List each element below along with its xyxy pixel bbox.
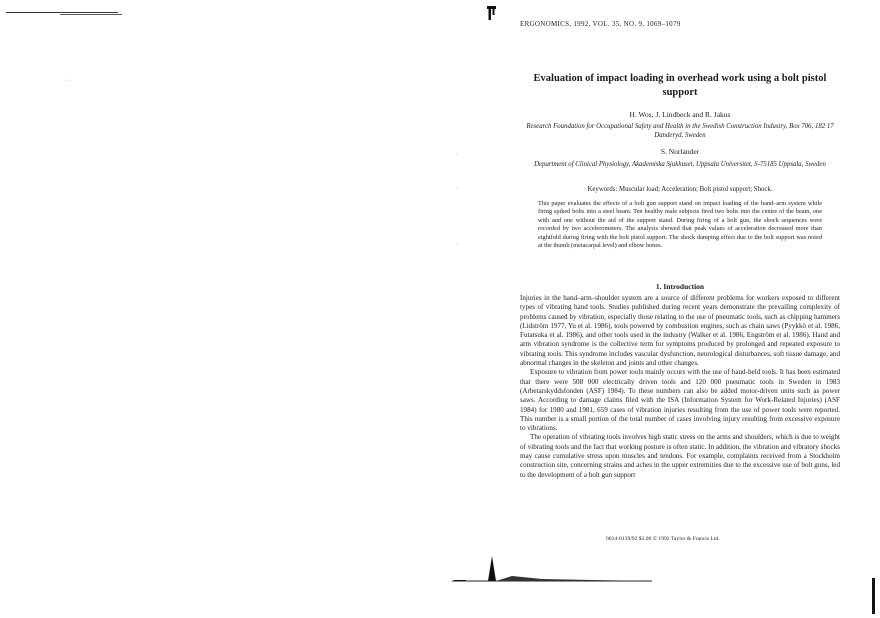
scan-artifact-line [454, 580, 466, 581]
scan-artifact-spike [452, 548, 652, 588]
paper-title: Evaluation of impact loading in overhead work using a bolt pistol support [533, 73, 827, 98]
paragraph: Exposure to vibration from power tools mainly occurs with the use of hand-held tools. It has been estimated that there were 508 000 electrically driven tools and 120 000 pneumatic tools in Sweden in 1983 (Arbetarskyddsfonden (ASF) 1984). To these numbers can also be added motor-driven units such as power saws. According to damage claims filed with the ISA (Information System for Work-Related Injuries) (ASF 1984) for 1980 and 1981, 659 cases of vibration injuries resulting from the use of power tools were reported. This number is a small portion of the total number of cases involving injury resulting from excessive exposure to vibrations. [520, 368, 840, 433]
keywords: Keywords: Muscular load; Acceleration; Bolt pistol support; Shock. [587, 186, 773, 193]
body-text [520, 294, 840, 480]
paragraph: Injuries in the hand–arm–shoulder system are a source of different problems for workers exposed to different types of vibrating hand tools. Studies published during recent years demonstrate the prevailing complexity of problems caused by vibration, especially those relating to the use of pneumatic tools, such as chipping hammers (Lidström 1977, Yu et al. 1986), tools powered by combustion engines, such as chain saws (Pyykkö et al. 1986, Futatsuka et al. 1986), and other tools used in the industry (Walker et al. 1986, Engström et al. 1986). Hand and arm vibration syndrome is the collective term for symptoms produced by prolonged and repeated exposure to vibrating tools. This syndrome includes vascular dysfunction, neurological disturbances, soft tissue damage, and abnormal changes in the skeleton and joints and other changes. [520, 294, 840, 368]
registration-mark-icon [487, 6, 496, 20]
running-header: ERGONOMICS, 1992, VOL. 35, NO. 9, 1069–1079 [520, 20, 681, 28]
author-2: S. Norlander [660, 147, 700, 156]
margin-dot: · · [66, 78, 72, 84]
scan-artifact-bar [872, 578, 875, 614]
margin-dot: · [456, 242, 458, 248]
copyright-footer: 0014-0139/92 $3.00 © 1992 Taylor & Francis Ltd. [606, 536, 720, 542]
margin-dot: · [456, 186, 458, 192]
scan-artifact-line [6, 12, 118, 13]
affiliation-1: Research Foundation for Occupational Safety and Health in the Swedish Construction Industry, Box 706, 182 17 Danderyd, Sweden [526, 123, 834, 139]
affiliation-2: Department of Clinical Physiology, Akademiska Sjukhuset, Uppsala Universitet, S-75185 Uppsala, Sweden [534, 161, 826, 168]
section-heading: 1. Introduction [655, 282, 705, 291]
authors: H. Wos, J. Lindbeck and R. Jakus [629, 110, 731, 119]
abstract: This paper evaluates the effects of a bolt gun support stand on impact loading of the hand–arm system while firing spiked bolts into a steel beam. Ten healthy male subjects fired two bolts into the centre of the beam, one with and one without the aid of the support stand. During firing of a bolt gun, the shock sequences were recorded by two accelerometers. The analysis showed that peak values of acceleration decreased more than eightfold during firing with the bolt pistol support. The shock damping effect due to the bolt support was noted at the thumb (metacarpal level) and elbow bones. [538, 200, 822, 250]
paragraph: The operation of vibrating tools involves high static stress on the arms and shoulders, which is due to weight of vibrating tools and the fact that working posture is often static. In addition, the vibration and vibratory shocks may cause cumulative stress upon muscles and tendons. For example, complaints received from a Stockholm construction site, concerning strains and aches in the upper extremities due to the excessive use of bolt guns, led to the development of a bolt gun support [520, 433, 840, 479]
scan-artifact-line [60, 14, 122, 15]
margin-dot: · [456, 152, 458, 158]
